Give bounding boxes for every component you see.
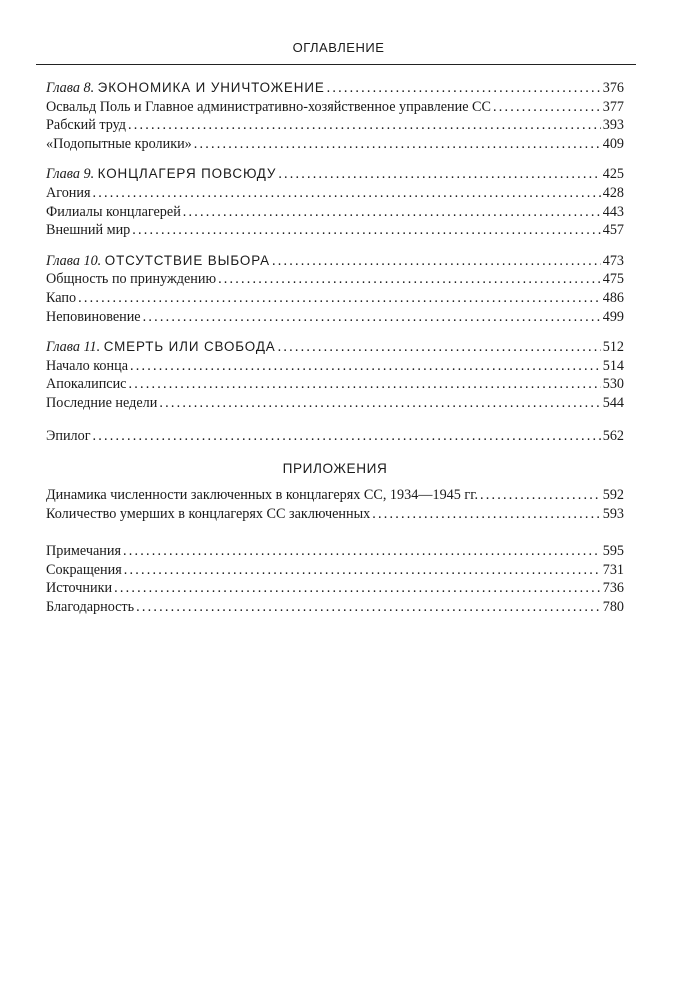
running-head: ОГЛАВЛЕНИЕ <box>292 40 385 55</box>
back-matter-title: Благодарность <box>46 599 135 616</box>
page-number: 592 <box>602 487 624 504</box>
page-number: 443 <box>602 203 624 220</box>
toc-section-row[interactable] <box>46 116 624 135</box>
section-title: Начало конца <box>46 357 128 374</box>
page-number: 736 <box>602 580 624 597</box>
page-number: 409 <box>602 135 624 152</box>
dot-leader <box>136 598 601 617</box>
dot-leader <box>124 561 601 580</box>
page-number: 499 <box>602 308 624 325</box>
page-number: 731 <box>602 561 624 578</box>
toc-chapter-row[interactable] <box>46 338 624 357</box>
toc-appendix-row[interactable] <box>46 505 624 524</box>
chapter-title: ЭКОНОМИКА И УНИЧТОЖЕНИЕ <box>97 80 325 95</box>
toc-section-row[interactable] <box>46 135 624 154</box>
page-number: 473 <box>602 252 624 269</box>
page-number: 475 <box>602 271 624 288</box>
section-title: Капо <box>46 289 77 306</box>
page-number: 593 <box>602 505 624 522</box>
appendices-group <box>46 486 624 523</box>
page-number: 780 <box>602 599 624 616</box>
page-number: 376 <box>602 80 624 96</box>
dot-leader <box>132 221 600 240</box>
chapter-title: ОТСУТСТВИЕ ВЫБОРА <box>104 252 270 268</box>
section-title: Последние недели <box>46 394 158 411</box>
page-number: 544 <box>602 394 624 411</box>
toc-appendix-row[interactable] <box>46 486 624 505</box>
chapter-8-group <box>46 79 624 153</box>
section-title: Неповиновение <box>46 308 141 325</box>
dot-leader <box>78 289 601 308</box>
chapter-10-group <box>46 252 624 326</box>
page-number: 393 <box>602 117 624 134</box>
back-matter-group <box>46 542 624 616</box>
page-number: 512 <box>602 339 624 356</box>
appendices-heading: ПРИЛОЖЕНИЯ <box>282 461 388 477</box>
section-title: Агония <box>46 184 91 201</box>
dot-leader <box>93 184 601 203</box>
section-title: Освальд Поль и Главное административно-хозяйственное управление СС <box>46 98 491 115</box>
back-matter-title: Сокращения <box>46 561 122 578</box>
page-number: 562 <box>602 427 624 444</box>
section-title: Филиалы концлагерей <box>46 203 181 220</box>
section-title: Рабский труд <box>46 117 127 134</box>
dot-leader <box>114 579 601 598</box>
chapter-9-group <box>46 165 624 239</box>
page-number: 530 <box>602 376 624 393</box>
page-number: 457 <box>602 222 624 239</box>
toc-section-row[interactable] <box>46 270 624 289</box>
dot-leader <box>327 79 601 98</box>
header-rule <box>36 64 636 65</box>
epilogue-title: Эпилог <box>46 427 91 444</box>
dot-leader <box>218 270 601 289</box>
dot-leader <box>128 375 600 394</box>
chapter-11-group <box>46 338 624 412</box>
dot-leader <box>278 338 601 357</box>
page-number: 425 <box>602 166 624 183</box>
page-number: 377 <box>602 98 624 115</box>
dot-leader <box>143 308 601 327</box>
toc-back-matter-row[interactable] <box>46 542 624 561</box>
chapter-number: Глава 9. <box>46 166 95 183</box>
section-title: Внешний мир <box>46 222 131 239</box>
toc-back-matter-row[interactable] <box>46 579 624 598</box>
chapter-title: КОНЦЛАГЕРЯ ПОВСЮДУ <box>97 166 277 182</box>
dot-leader <box>278 165 600 184</box>
table-of-contents <box>46 79 624 629</box>
dot-leader <box>123 542 601 561</box>
toc-section-row[interactable] <box>46 184 624 203</box>
dot-leader <box>493 98 601 117</box>
toc-section-row[interactable] <box>46 289 624 308</box>
dot-leader <box>480 486 601 505</box>
toc-chapter-row[interactable] <box>46 165 624 184</box>
toc-section-row[interactable] <box>46 203 624 222</box>
dot-leader <box>183 203 601 222</box>
dot-leader <box>159 394 600 413</box>
section-title: Апокалипсис <box>46 376 127 393</box>
chapter-number: Глава 10. <box>46 252 102 269</box>
toc-section-row[interactable] <box>46 308 624 327</box>
toc-epilogue-row[interactable] <box>46 427 624 446</box>
dot-leader <box>272 252 601 271</box>
toc-section-row[interactable] <box>46 394 624 413</box>
dot-leader <box>194 135 601 154</box>
toc-section-row[interactable] <box>46 375 624 394</box>
epilogue-group <box>46 427 624 446</box>
dot-leader <box>130 357 601 376</box>
chapter-title: СМЕРТЬ ИЛИ СВОБОДА <box>103 339 276 355</box>
toc-back-matter-row[interactable] <box>46 598 624 617</box>
toc-section-row[interactable] <box>46 221 624 240</box>
toc-back-matter-row[interactable] <box>46 561 624 580</box>
section-title: Общность по принуждению <box>46 271 217 288</box>
appendix-title: Количество умерших в концлагерях СС заключенных <box>46 505 371 522</box>
toc-chapter-row[interactable] <box>46 252 624 271</box>
dot-leader <box>372 505 601 524</box>
section-title: «Подопытные кролики» <box>46 135 192 152</box>
page-number: 486 <box>602 289 624 306</box>
dot-leader <box>93 427 601 446</box>
dot-leader <box>128 116 601 135</box>
chapter-number: Глава 8. <box>46 80 95 96</box>
back-matter-title: Примечания <box>46 543 121 560</box>
chapter-number: Глава 11. <box>46 339 101 356</box>
appendix-title: Динамика численности заключенных в концлагерях СС, 1934—1945 гг. <box>46 487 478 504</box>
page-number: 514 <box>602 357 624 374</box>
page-number: 595 <box>602 543 624 560</box>
back-matter-title: Источники <box>46 580 113 597</box>
page-number: 428 <box>602 184 624 201</box>
toc-chapter-row[interactable] <box>46 79 624 98</box>
toc-section-row[interactable] <box>46 357 624 376</box>
toc-section-row[interactable] <box>46 98 624 117</box>
